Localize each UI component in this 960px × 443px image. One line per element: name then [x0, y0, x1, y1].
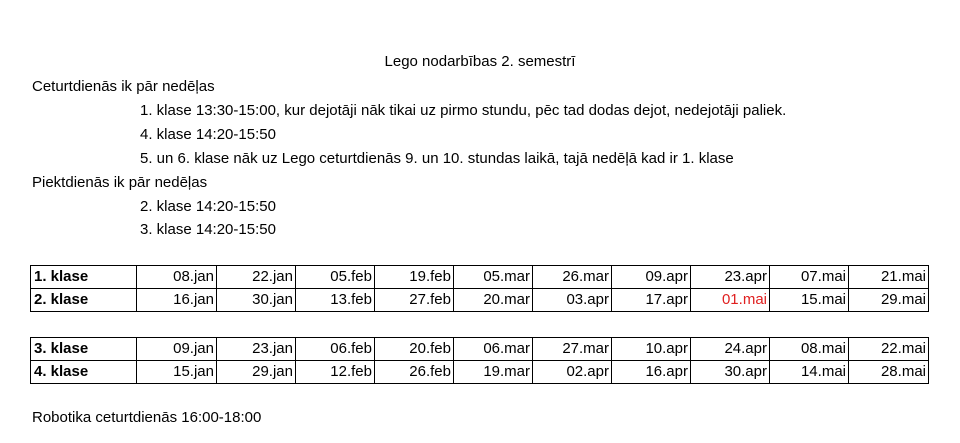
date-cell: 08.mai: [770, 338, 849, 361]
date-cell: 05.mar: [454, 266, 533, 289]
date-cell: 09.jan: [137, 338, 217, 361]
date-cell: 29.mai: [849, 289, 929, 312]
date-cell: 13.feb: [296, 289, 375, 312]
schedule-table-2: [30, 337, 929, 384]
date-cell: 30.jan: [217, 289, 296, 312]
row-label: 3. klase: [31, 338, 137, 361]
table-row: [31, 289, 929, 312]
date-cell: 10.apr: [612, 338, 691, 361]
date-cell: 16.apr: [612, 361, 691, 384]
thursday-line-2: 4. klase 14:20-15:50: [140, 126, 276, 143]
table-row: [31, 266, 929, 289]
date-cell: 14.mai: [770, 361, 849, 384]
date-cell: 02.apr: [533, 361, 612, 384]
date-cell: 08.jan: [137, 266, 217, 289]
date-cell: 27.feb: [375, 289, 454, 312]
friday-line-1: 2. klase 14:20-15:50: [140, 198, 276, 215]
date-cell: 22.jan: [217, 266, 296, 289]
date-cell: 09.apr: [612, 266, 691, 289]
date-cell: 26.feb: [375, 361, 454, 384]
friday-line-2: 3. klase 14:20-15:50: [140, 221, 276, 238]
date-cell: 07.mai: [770, 266, 849, 289]
schedule-table-1: [30, 265, 929, 312]
date-cell: 26.mar: [533, 266, 612, 289]
row-label: 2. klase: [31, 289, 137, 312]
page-title: Lego nodarbības 2. semestrī: [384, 53, 576, 70]
date-cell: 17.apr: [612, 289, 691, 312]
date-cell-highlighted: 01.mai: [691, 289, 770, 312]
date-cell: 05.feb: [296, 266, 375, 289]
friday-heading: Piektdienās ik pār nedēļas: [32, 174, 208, 191]
date-cell: 19.feb: [375, 266, 454, 289]
date-cell: 15.jan: [137, 361, 217, 384]
thursday-line-3: 5. un 6. klase nāk uz Lego ceturtdienās 9. un 10. stundas laikā, tajā nedēļā kad ir 1. klase: [140, 150, 734, 167]
date-cell: 03.apr: [533, 289, 612, 312]
date-cell: 20.feb: [375, 338, 454, 361]
row-label: 4. klase: [31, 361, 137, 384]
date-cell: 27.mar: [533, 338, 612, 361]
date-cell: 21.mai: [849, 266, 929, 289]
table-row: [31, 361, 929, 384]
date-cell: 15.mai: [770, 289, 849, 312]
date-cell: 20.mar: [454, 289, 533, 312]
table-row: [31, 338, 929, 361]
thursday-heading: Ceturtdienās ik pār nedēļas: [32, 78, 215, 95]
date-cell: 06.feb: [296, 338, 375, 361]
date-cell: 24.apr: [691, 338, 770, 361]
date-cell: 28.mai: [849, 361, 929, 384]
date-cell: 06.mar: [454, 338, 533, 361]
date-cell: 12.feb: [296, 361, 375, 384]
date-cell: 19.mar: [454, 361, 533, 384]
date-cell: 22.mai: [849, 338, 929, 361]
thursday-line-1: 1. klase 13:30-15:00, kur dejotāji nāk tikai uz pirmo stundu, pēc tad dodas dejot, nedejotāji paliek.: [140, 102, 787, 119]
footer-note: Robotika ceturtdienās 16:00-18:00: [32, 409, 262, 426]
date-cell: 16.jan: [137, 289, 217, 312]
date-cell: 30.apr: [691, 361, 770, 384]
row-label: 1. klase: [31, 266, 137, 289]
date-cell: 23.jan: [217, 338, 296, 361]
date-cell: 29.jan: [217, 361, 296, 384]
date-cell: 23.apr: [691, 266, 770, 289]
